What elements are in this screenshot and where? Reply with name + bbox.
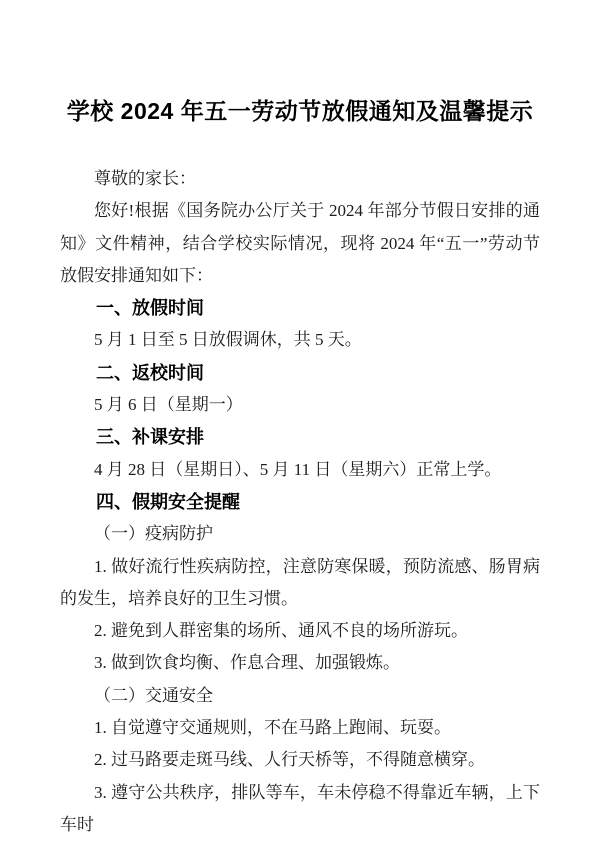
page-title: 学校 2024 年五一劳动节放假通知及温馨提示 xyxy=(66,98,534,124)
paragraph-body: 2. 避免到人群密集的场所、通风不良的场所游玩。 xyxy=(94,621,468,641)
paragraph-body: 您好!根据《国务院办公厅关于 2024 年部分节假日安排的通知》文件精神，结合学校实际情况，现将 2024 年“五一”劳动节放假安排通知如下： xyxy=(60,201,540,285)
paragraph-body: 5 月 1 日至 5 日放假调休，共 5 天。 xyxy=(94,330,362,350)
paragraph-heading: 三、补课安排 xyxy=(96,427,204,448)
paragraph-body: 尊敬的家长： xyxy=(94,169,196,188)
paragraph-subheading: （一）疫病防护 xyxy=(94,524,213,544)
paragraph-body: 4 月 28 日（星期日）、5 月 11 日（星期六）正常上学。 xyxy=(94,459,502,479)
paragraph-body: 3. 遵守公共秩序，排队等车，车未停稳不得靠近车辆，上下车时 xyxy=(60,782,540,834)
paragraph-body: 1. 自觉遵守交通规则，不在马路上跑闹、玩耍。 xyxy=(94,718,451,738)
paragraph-body: 2. 过马路要走斑马线、人行天桥等，不得随意横穿。 xyxy=(94,750,485,770)
paragraph-subheading: （二）交通安全 xyxy=(94,685,213,705)
paragraph-body: 1. 做好流行性疾病防控，注意防寒保暖，预防流感、肠胃病的发生，培养良好的卫生习惯。 xyxy=(60,556,540,608)
paragraph-body: 3. 做到饮食均衡、作息合理、加强锻炼。 xyxy=(94,653,400,673)
paragraph-body: 5 月 6 日（星期一） xyxy=(94,395,243,415)
paragraph-heading: 四、假期安全提醒 xyxy=(96,491,240,512)
document-body xyxy=(0,163,600,841)
paragraph-heading: 一、放假时间 xyxy=(96,298,204,319)
paragraph-heading: 二、返校时间 xyxy=(96,362,204,383)
